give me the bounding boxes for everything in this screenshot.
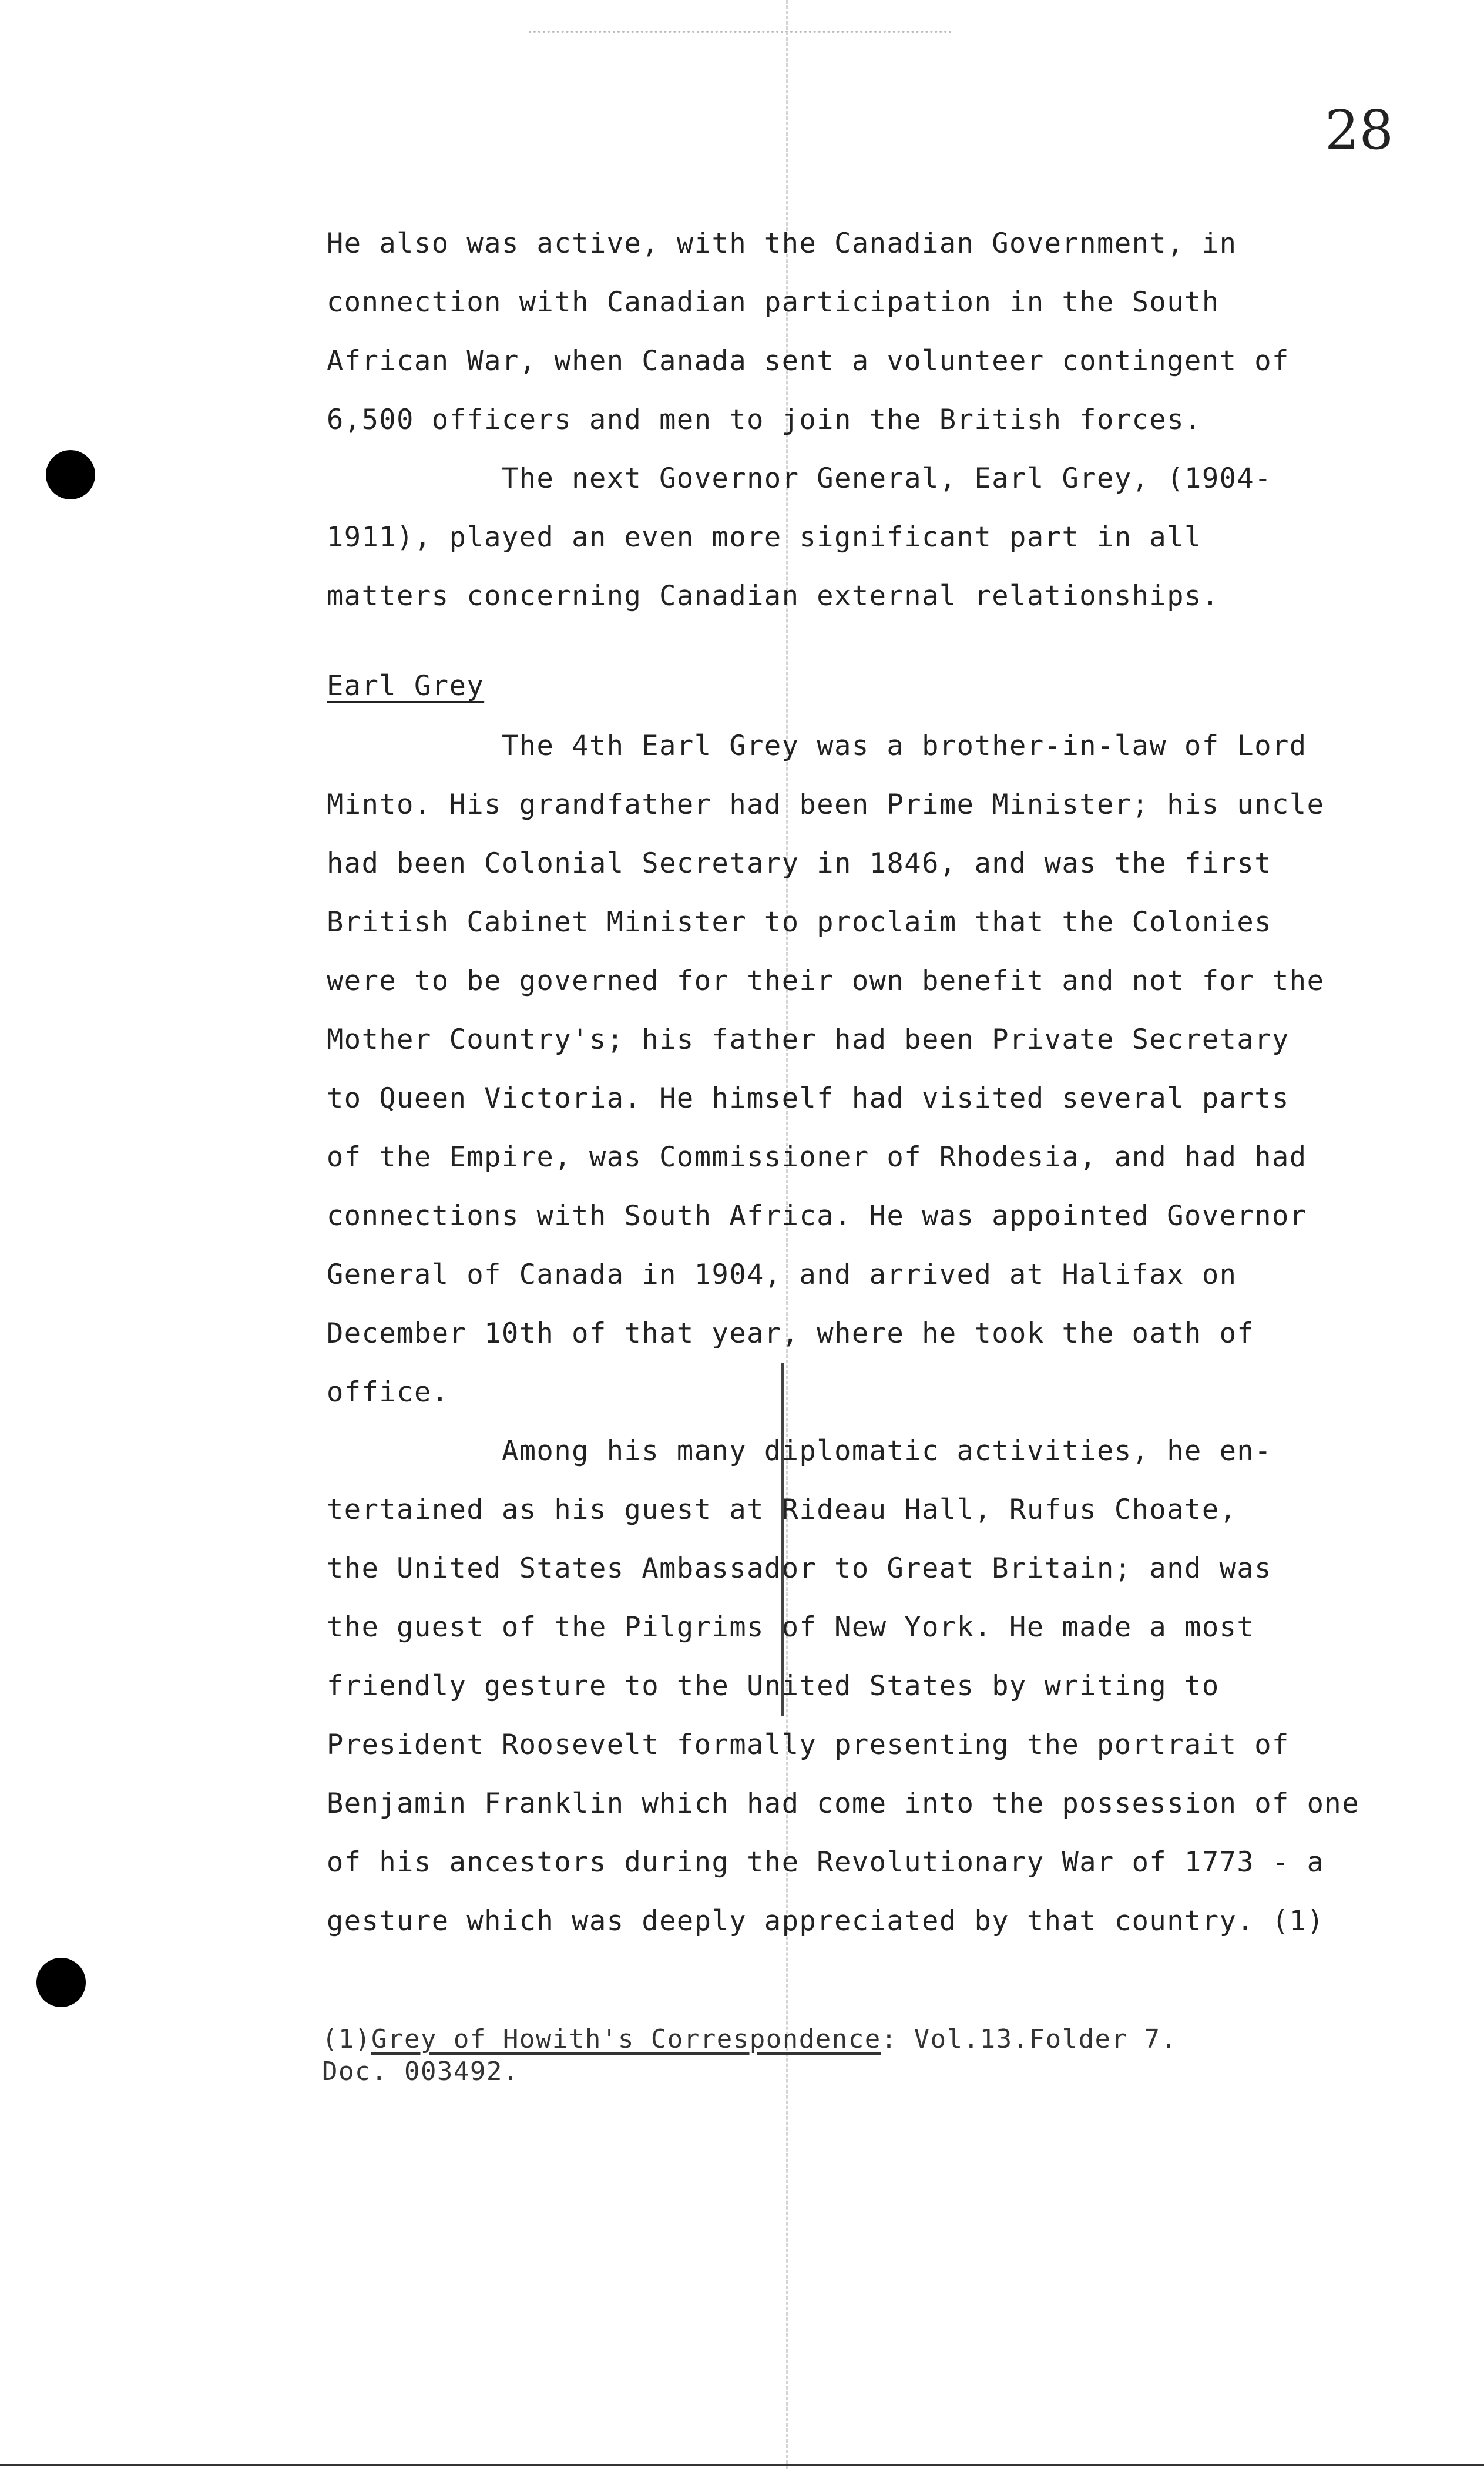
body-line: Benjamin Franklin which had come into the possession of one bbox=[327, 1787, 1359, 1820]
body-line: connections with South Africa. He was appointed Governor bbox=[327, 1200, 1307, 1232]
body-line: the guest of the Pilgrims of New York. He made a most bbox=[327, 1611, 1255, 1643]
body-line: gesture which was deeply appreciated by that country. (1) bbox=[327, 1905, 1325, 1937]
page-number: 28 bbox=[1325, 99, 1394, 162]
body-line: had been Colonial Secretary in 1846, and was the first bbox=[327, 847, 1273, 880]
footnote-line-2: Doc. 003492. bbox=[322, 2057, 519, 2086]
body-line: Minto. His grandfather had been Prime Minister; his uncle bbox=[327, 789, 1325, 821]
body-line: He also was active, with the Canadian Government, in bbox=[327, 227, 1237, 260]
body-line: of the Empire, was Commissioner of Rhodesia, and had had bbox=[327, 1141, 1307, 1173]
body-line: African War, when Canada sent a volunteer contingent of bbox=[327, 345, 1290, 377]
body-line: 6,500 officers and men to join the British forces. bbox=[327, 404, 1202, 436]
body-line: British Cabinet Minister to proclaim that the Colonies bbox=[327, 906, 1273, 938]
body-line: President Roosevelt formally presenting the portrait of bbox=[327, 1729, 1290, 1761]
body-line: the United States Ambassador to Great Britain; and was bbox=[327, 1552, 1273, 1585]
body-line: tertained as his guest at Rideau Hall, Rufus Choate, bbox=[327, 1494, 1237, 1526]
body-line: of his ancestors during the Revolutionary War of 1773 - a bbox=[327, 1846, 1325, 1878]
footnote-line-1 bbox=[322, 2024, 1177, 2054]
bottom-edge-rule bbox=[0, 2464, 1484, 2466]
fold-line-dark-segment bbox=[781, 1363, 784, 1716]
body-line: 1911), played an even more significant part in all bbox=[327, 521, 1202, 553]
body-line: were to be governed for their own benefit and not for the bbox=[327, 965, 1325, 997]
body-line: Among his many diplomatic activities, he en- bbox=[327, 1435, 1273, 1467]
body-line: matters concerning Canadian external relationships. bbox=[327, 580, 1220, 612]
footnote-reference: : Vol.13.Folder 7. bbox=[881, 2024, 1177, 2054]
footnote-source: Grey of Howith's Correspondence bbox=[371, 2024, 881, 2054]
footnote-marker: (1) bbox=[322, 2024, 371, 2054]
body-line: friendly gesture to the United States by writing to bbox=[327, 1670, 1220, 1702]
body-line: office. bbox=[327, 1376, 449, 1408]
punch-hole-top bbox=[46, 450, 95, 499]
body-line: Mother Country's; his father had been Private Secretary bbox=[327, 1024, 1290, 1056]
body-line: The next Governor General, Earl Grey, (1904- bbox=[327, 462, 1273, 495]
body-line: December 10th of that year, where he took the oath of bbox=[327, 1317, 1255, 1350]
body-line: connection with Canadian participation in the South bbox=[327, 286, 1220, 318]
body-line: General of Canada in 1904, and arrived at Halifax on bbox=[327, 1259, 1237, 1291]
punch-hole-bottom bbox=[36, 1958, 86, 2007]
body-line: to Queen Victoria. He himself had visited several parts bbox=[327, 1082, 1290, 1115]
section-heading: Earl Grey bbox=[327, 670, 485, 702]
top-scan-marks bbox=[529, 31, 952, 40]
body-line: The 4th Earl Grey was a brother-in-law of Lord bbox=[327, 730, 1307, 762]
